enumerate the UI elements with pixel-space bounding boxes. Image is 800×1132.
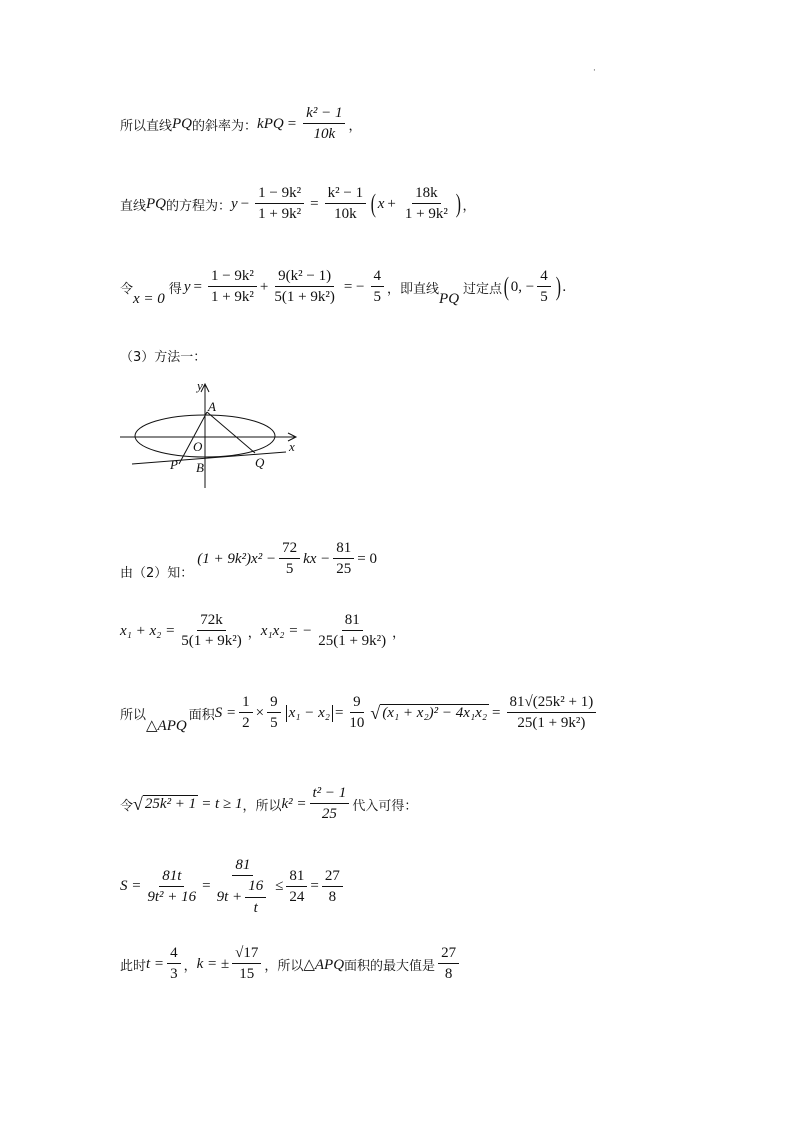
fraction <box>507 694 597 733</box>
math-expr: k = ± <box>196 955 230 972</box>
denominator: 24 <box>289 888 305 905</box>
area-line <box>120 694 599 733</box>
slope-line: 所以直线 PQ 的斜率为： k PQ = $\frac{\text{k² − 1}}{10k}$ ， <box>120 105 362 143</box>
denominator: 9t² + 16 <box>147 888 197 905</box>
numerator: k² − 1 <box>303 105 345 124</box>
radical-sign: √ <box>370 703 381 724</box>
denominator: 5 <box>540 289 548 306</box>
denominator: 5(1 + 9k²) <box>274 289 335 306</box>
operator: + <box>259 278 269 295</box>
text: ，即直线 <box>387 281 440 297</box>
radicand: (x₁ + x₂)² − 4x₁x₂ <box>382 705 488 722</box>
fraction <box>438 945 459 984</box>
numerator: √17 <box>232 945 261 964</box>
denominator: 2 <box>242 715 250 732</box>
label-A: A <box>208 399 216 414</box>
radical-sign: √ <box>133 794 143 815</box>
math-var: x <box>377 195 385 212</box>
text: ， <box>392 625 406 641</box>
text: ， <box>247 625 261 641</box>
numerator: 72 <box>279 540 300 559</box>
math-expr: k² = <box>281 795 307 812</box>
denominator: 5 <box>373 289 382 306</box>
numerator: 4 <box>371 268 385 287</box>
operator: = <box>334 704 344 721</box>
numerator: 18k <box>412 185 441 204</box>
text: （3）方法一： <box>120 350 207 365</box>
operator: − <box>240 195 250 212</box>
denominator: 10k <box>334 206 357 223</box>
denominator: 10 <box>349 715 365 732</box>
math-expr: kx − <box>303 550 331 567</box>
fraction <box>315 612 389 651</box>
text: ， <box>462 198 476 214</box>
math-expr: △APQ <box>303 956 345 973</box>
math-expr: 0, − <box>510 278 535 295</box>
text: 令 <box>120 281 134 297</box>
numerator: 1 <box>239 694 253 713</box>
fraction <box>333 540 354 579</box>
fraction <box>286 868 307 907</box>
denominator: 25(1 + 9k²) <box>517 715 586 732</box>
math-expr: t = <box>146 955 165 972</box>
segment-AP <box>179 412 207 464</box>
numerator: 4 <box>167 945 181 964</box>
text: ， <box>348 118 362 134</box>
math-var: PQ <box>172 115 193 132</box>
denominator <box>214 876 273 917</box>
fraction <box>402 185 451 224</box>
square-root <box>370 704 489 722</box>
math-expr: △APQ <box>146 717 187 734</box>
text: 由（2）知： <box>120 565 194 581</box>
math-var: y <box>183 278 191 295</box>
fraction <box>271 268 337 307</box>
inner-fraction <box>245 878 266 917</box>
label-P: P <box>170 457 178 472</box>
numerator: t² − 1 <box>310 785 350 804</box>
fraction <box>303 105 345 144</box>
absolute-value: x₁ − x₂ <box>286 705 333 722</box>
fraction <box>144 868 199 907</box>
denominator: 5 <box>270 715 278 732</box>
text: 代入可得： <box>352 798 418 814</box>
math-expr: x₁x₂ = − <box>260 622 313 639</box>
text: 所以 <box>120 707 147 723</box>
numerator: k² − 1 <box>325 185 366 204</box>
math-expr: (1 + 9k²)x² − <box>197 550 277 567</box>
segment-AQ <box>207 412 255 453</box>
denominator: 8 <box>444 966 453 983</box>
fraction <box>537 268 551 307</box>
numerator: 27 <box>438 945 459 964</box>
denominator: 25 <box>336 561 352 578</box>
denominator: 25 <box>321 806 337 823</box>
substitution-line <box>120 785 417 824</box>
math-expr: S = <box>120 878 142 895</box>
fraction <box>310 785 350 824</box>
denominator: 5 <box>285 561 294 578</box>
conclusion-line <box>120 945 462 984</box>
text: 过定点 <box>463 281 503 297</box>
radicand: 25k² + 1 <box>144 796 197 813</box>
fraction <box>239 694 253 733</box>
text: ， <box>183 958 197 974</box>
operator: = <box>310 195 319 212</box>
text: ，所以 <box>242 798 282 814</box>
math-expr: S = <box>214 704 237 721</box>
quadratic-line <box>120 540 377 579</box>
math-expr: = t ≥ 1 <box>201 795 243 812</box>
text: 的斜率为： <box>192 118 258 134</box>
text: 的方程为： <box>166 198 232 214</box>
denominator: 1 + 9k² <box>404 206 448 223</box>
operator: ≤ <box>275 878 284 895</box>
fraction <box>167 945 181 984</box>
fixed-point-line <box>120 268 566 307</box>
operator: = <box>310 878 319 895</box>
denominator: t <box>253 899 258 916</box>
denominator: 1 + 9k² <box>210 289 254 306</box>
numerator: 72k <box>197 612 226 631</box>
math-var: PQ <box>146 195 167 212</box>
fraction <box>208 268 257 307</box>
paren-open: ( <box>503 272 509 302</box>
text: . <box>562 278 567 295</box>
numerator: 4 <box>537 268 551 287</box>
paren-open: ( <box>370 189 377 219</box>
math-expr: x = 0 <box>133 290 165 307</box>
max-area-derivation <box>120 857 346 917</box>
math-var: k <box>257 115 264 132</box>
ellipse-diagram <box>118 376 318 496</box>
fraction <box>267 694 281 733</box>
paren-close: ) <box>555 272 561 302</box>
square-root <box>133 795 198 813</box>
math-expr: x₁ + x₂ = <box>120 622 176 639</box>
numerator: 81√(25k² + 1) <box>507 694 597 713</box>
denominator-term: 9t + <box>216 888 243 905</box>
fraction <box>255 185 304 224</box>
numerator: 1 − 9k² <box>255 185 304 204</box>
text: 令 <box>120 798 134 814</box>
numerator: 81 <box>333 540 354 559</box>
operator: = <box>193 278 202 295</box>
operator: + <box>387 195 396 212</box>
fraction <box>178 612 244 651</box>
math-expr: = 0 <box>357 550 377 567</box>
text: 直线 <box>120 198 147 214</box>
denominator: 10k <box>313 126 336 143</box>
operator: = <box>202 878 211 895</box>
label-O: O <box>193 439 203 454</box>
fraction <box>232 945 261 984</box>
math-var: y <box>231 195 238 212</box>
text: 面积的最大值是 <box>344 958 436 974</box>
text: ，所以 <box>264 958 304 974</box>
text: 得 <box>168 281 182 297</box>
label-y: y <box>197 378 203 393</box>
numerator: 9(k² − 1) <box>275 268 334 287</box>
text: 所以直线 <box>120 118 173 134</box>
header-mark: · <box>593 66 596 76</box>
denominator: 8 <box>328 888 337 905</box>
math-var: PQ <box>439 290 460 307</box>
numerator: 9 <box>267 694 281 713</box>
denominator: 25(1 + 9k²) <box>318 633 387 650</box>
label-Q: Q <box>255 455 265 470</box>
denominator: 3 <box>170 966 178 983</box>
label-B: B <box>196 460 204 475</box>
denominator: 15 <box>239 966 255 983</box>
numerator: 81 <box>286 868 307 887</box>
numerator: 81 <box>342 612 363 631</box>
operator: = <box>492 704 501 721</box>
operator: × <box>255 704 265 721</box>
vieta-line <box>120 612 405 651</box>
numerator: 9 <box>350 694 364 713</box>
denominator: 5(1 + 9k²) <box>181 633 242 650</box>
fraction <box>214 857 273 917</box>
denominator: 1 + 9k² <box>258 206 302 223</box>
fraction <box>279 540 300 579</box>
operator: = <box>287 115 297 132</box>
numerator: 81t <box>159 868 184 887</box>
fraction <box>325 185 366 224</box>
fraction <box>346 694 367 733</box>
line-equation <box>120 185 476 224</box>
fraction <box>322 868 343 907</box>
text: 此时 <box>120 958 147 974</box>
numerator: 1 − 9k² <box>208 268 257 287</box>
label-x: x <box>289 439 295 454</box>
numerator: 81 <box>232 857 253 876</box>
section-heading <box>120 346 206 365</box>
fraction <box>371 268 385 307</box>
text: 面积 <box>188 707 215 723</box>
operator: = − <box>343 278 365 295</box>
numerator: 27 <box>322 868 343 887</box>
paren-close: ) <box>455 189 461 219</box>
numerator: 16 <box>245 878 266 897</box>
